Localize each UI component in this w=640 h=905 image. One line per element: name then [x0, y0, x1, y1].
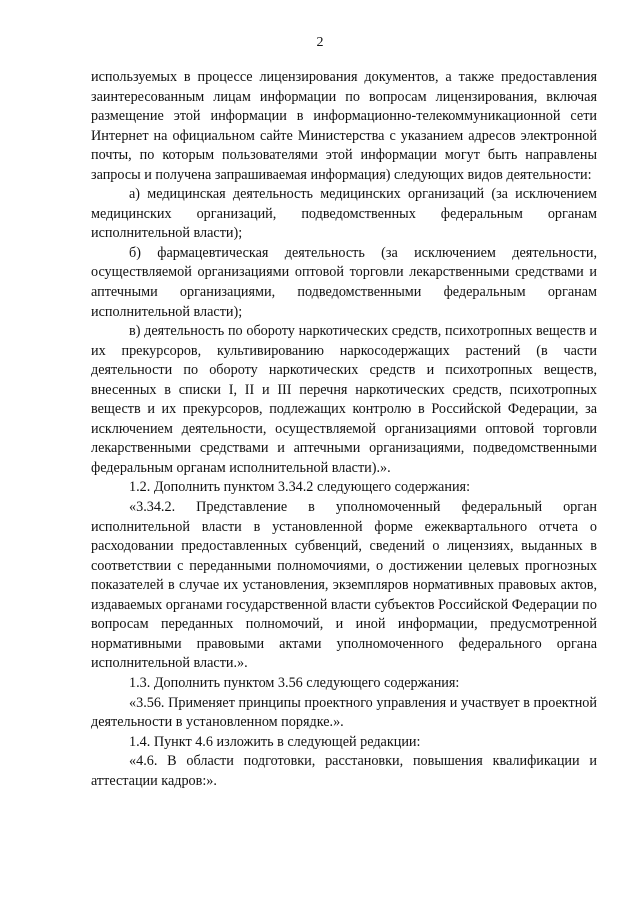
clause-1-2-heading: 1.2. Дополнить пунктом 3.34.2 следующего содержания: [129, 479, 471, 496]
clause-1-3-heading: 1.3. Дополнить пунктом 3.56 следующего содержания: [129, 674, 460, 691]
list-item-b: б) фармацевтическая деятельность (за исключением деятельности, осуществляемой организациями оптовой торговли лекарственными средствами и аптечными организациями, подведомственными федеральным органам исполнительной власти); [91, 244, 597, 320]
clause-3-34-2-text: «3.34.2. Представление в уполномоченный федеральный орган исполнительной власти в установленной форме ежеквартального отчета о расходовании предоставленных субвенций, сведений о лицензиях, выданных в соответствии с переданными полномочиями, о достижении целевых прогнозных показателей в случае их установления, экземпляров нормативных правовых актов, издаваемых органами государственной власти субъектов Российской Федерации по вопросам переданных полномочий, и иной информации, предусмотренной нормативными правовыми актами уполномоченного федерального органа исполнительной власти.». [91, 499, 597, 672]
clause-3-56-text: «3.56. Применяет принципы проектного управления и участвует в проектной деятельности в установленном порядке.». [91, 694, 597, 731]
list-item-v: в) деятельность по обороту наркотических средств, психотропных веществ и их прекурсоров, культивированию наркосодержащих растений (в части деятельности по обороту наркотических средств и психотропных веществ, внесенных в списки I, II и III перечня наркотических средств, психотропных веществ и их прекурсоров, подлежащих контролю в Российской Федерации, за исключением деятельности, осуществляемой организациями оптовой торговли лекарственными средствами и аптечными организациями, подведомственными федеральным органам исполнительной власти).». [91, 323, 597, 476]
page-number: 2 [316, 35, 324, 50]
clause-4-6-text: «4.6. В области подготовки, расстановки, повышения квалификации и аттестации кадров:». [91, 753, 597, 789]
paragraph-continuation: используемых в процессе лицензирования документов, а также предоставления заинтересованным лицам информации по вопросам лицензирования, включая размещение этой информации в информационно-телекоммуникационной сети Интернет на официальном сайте Министерства с указанием адресов электронной почты, по которым пользователями этой информации могут быть направлены запросы и получена запрашиваемая информация) следующих видов деятельности: [91, 69, 597, 183]
list-item-a: а) медицинская деятельность медицинских организаций (за исключением медицинских организаций, подведомственных федеральным органам исполнительной власти); [91, 186, 597, 242]
document-body [91, 68, 597, 791]
clause-1-4-heading: 1.4. Пункт 4.6 изложить в следующей редакции: [129, 733, 421, 750]
